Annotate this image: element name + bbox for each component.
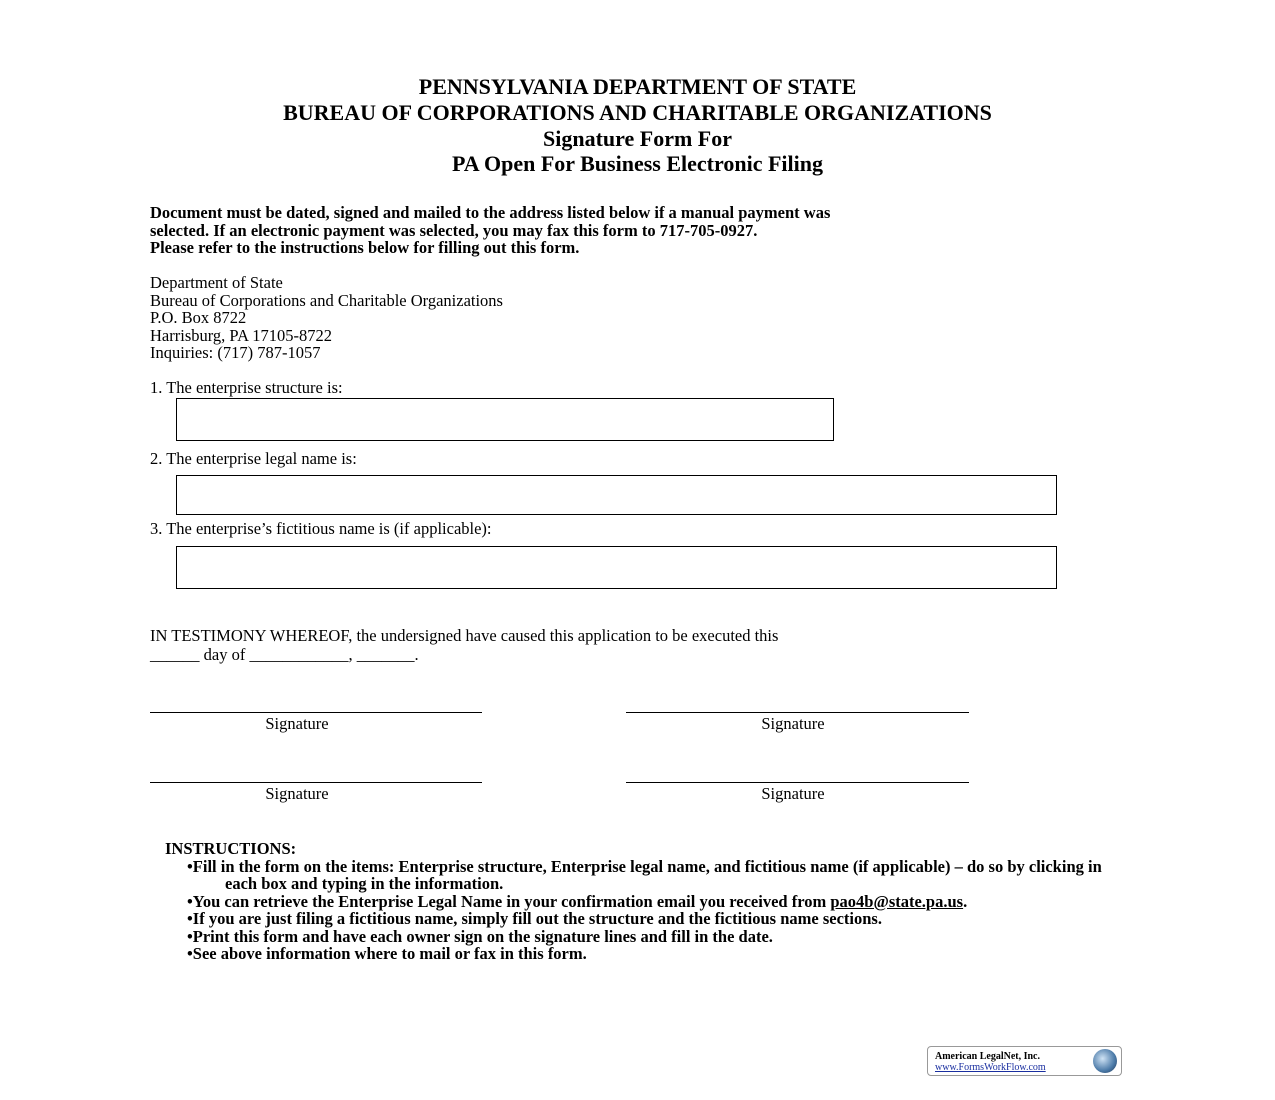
instruction-item: • Print this form and have each owner sign on the signature lines and fill in the date.: [165, 928, 1125, 946]
logo-url-link[interactable]: www.FormsWorkFlow.com: [935, 1062, 1046, 1073]
structure-label: 1. The enterprise structure is:: [150, 378, 343, 397]
testimony-date-line: ______ day of ____________, _______.: [150, 645, 419, 664]
signature-line: [150, 782, 482, 783]
header-line-3: Signature Form For: [542, 126, 732, 151]
email-link[interactable]: pao4b@state.pa.us: [830, 891, 964, 911]
intro-line: Please refer to the instructions below for filling out this form.: [150, 238, 580, 257]
address-line: Department of State: [150, 273, 283, 292]
header-line-2: BUREAU OF CORPORATIONS AND CHARITABLE ORGANIZATIONS: [283, 100, 992, 125]
address-line: Harrisburg, PA 17105-8722: [150, 325, 332, 345]
header-line-1: PENNSYLVANIA DEPARTMENT OF STATE: [418, 74, 857, 99]
signature-line: [626, 712, 969, 713]
header-line-4: PA Open For Business Electronic Filing: [452, 151, 823, 176]
address-line: P.O. Box 8722: [150, 308, 247, 327]
instruction-text: You can retrieve the Enterprise Legal Name in your confirmation email you received from: [192, 891, 831, 911]
instructions-heading: INSTRUCTIONS:: [165, 839, 297, 858]
intro-paragraph: [150, 204, 1130, 257]
address-line: Bureau of Corporations and Charitable Organizations: [150, 290, 503, 310]
instructions: [165, 840, 1125, 963]
logo-company: American LegalNet, Inc.: [935, 1051, 1040, 1062]
signature-label: Signature: [761, 714, 825, 733]
signature-label: Signature: [761, 784, 825, 803]
signature-label: Signature: [265, 714, 329, 733]
fictitious-name-label: 3. The enterprise’s fictitious name is (if applicable):: [150, 519, 492, 538]
signature-line: [626, 782, 969, 783]
instruction-text: .: [963, 891, 968, 911]
globe-icon: [1093, 1049, 1117, 1073]
american-legalnet-logo: [927, 1046, 1122, 1076]
instruction-item: • Fill in the form on the items: Enterprise structure, Enterprise legal name, and fictitious name (if applicable) – do so by clicking in each box and typing in the information.: [165, 858, 1125, 893]
instruction-item: [165, 893, 1125, 911]
structure-input[interactable]: [176, 398, 834, 441]
intro-line: Document must be dated, signed and mailed to the address listed below if a manual payment was: [150, 203, 831, 222]
instruction-item: • If you are just filing a fictitious name, simply fill out the structure and the fictitious name sections.: [165, 910, 1125, 928]
signature-line: [150, 712, 482, 713]
instruction-item: • See above information where to mail or fax in this form.: [165, 945, 1125, 963]
address-line: Inquiries: (717) 787-1057: [150, 343, 321, 362]
legal-name-label: 2. The enterprise legal name is:: [150, 449, 357, 468]
fictitious-name-input[interactable]: [176, 546, 1057, 589]
legal-name-input[interactable]: [176, 475, 1057, 515]
testimony-line-1: IN TESTIMONY WHEREOF, the undersigned have caused this application to be executed this: [150, 626, 779, 645]
mailing-address: [150, 274, 503, 362]
signature-label: Signature: [265, 784, 329, 803]
intro-line: selected. If an electronic payment was selected, you may fax this form to 717-705-0927.: [150, 220, 758, 240]
